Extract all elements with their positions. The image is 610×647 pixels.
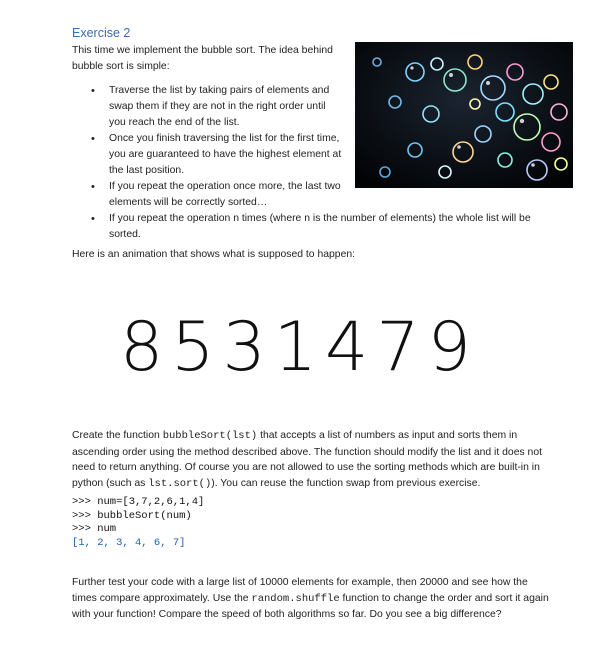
list-item: • If you repeat the operation once more, the last two elements will be correctly sorted… — [91, 179, 344, 211]
list-item: • If you repeat the operation n times (where n is the number of elements) the whole list will be sorted. — [91, 211, 561, 243]
code-line: >>> num — [72, 523, 117, 535]
list-item: • Once you finish traversing the list for the first time, you are guaranteed to have the highest element at the last position. — [91, 131, 344, 179]
exercise-heading: Exercise 2 — [72, 26, 131, 40]
task-text-3: ). You can reuse the function swap from previous exercise. — [211, 477, 481, 489]
bullet-list — [91, 83, 561, 243]
task-text-1: Create the function — [72, 430, 163, 441]
code-output: [1, 2, 3, 4, 6, 7] — [72, 536, 186, 549]
further-text-1: Further test your code with a large list of 10000 elements for example, then 20000 and see how the times compare approximately. Use the — [72, 577, 528, 604]
list-item: • Traverse the list by taking pairs of elements and swap them if they are not in the right order until you reach the end of the list. — [91, 83, 344, 131]
animation-intro: Here is an animation that shows what is supposed to happen: — [72, 249, 356, 260]
builtin-sort-code: lst.sort() — [148, 477, 212, 490]
task-text-2: that accepts a list of numbers as input and sorts them in ascending order using the method described above. The function should modify the list and it does not need to return anything. Of course you are not allowed to use the sorting methods which are built-in in python (such as — [72, 430, 542, 489]
code-line: >>> bubbleSort(num) — [72, 509, 192, 522]
intro-paragraph: This time we implement the bubble sort. The idea behind bubble sort is simple: — [72, 45, 333, 72]
further-paragraph — [72, 575, 552, 623]
shuffle-code: random.shuffle — [251, 592, 340, 605]
task-paragraph — [72, 428, 552, 492]
animation-digits: 8531479 — [120, 308, 479, 387]
code-example — [72, 496, 204, 550]
function-signature: bubbleSort(lst) — [162, 430, 258, 442]
code-line: >>> num=[3,7,2,6,1,4] — [72, 496, 205, 508]
further-text-2: function to change the order and sort it again with your function! Compare the speed of both algorithms so far. Do you see a big difference? — [72, 592, 549, 620]
